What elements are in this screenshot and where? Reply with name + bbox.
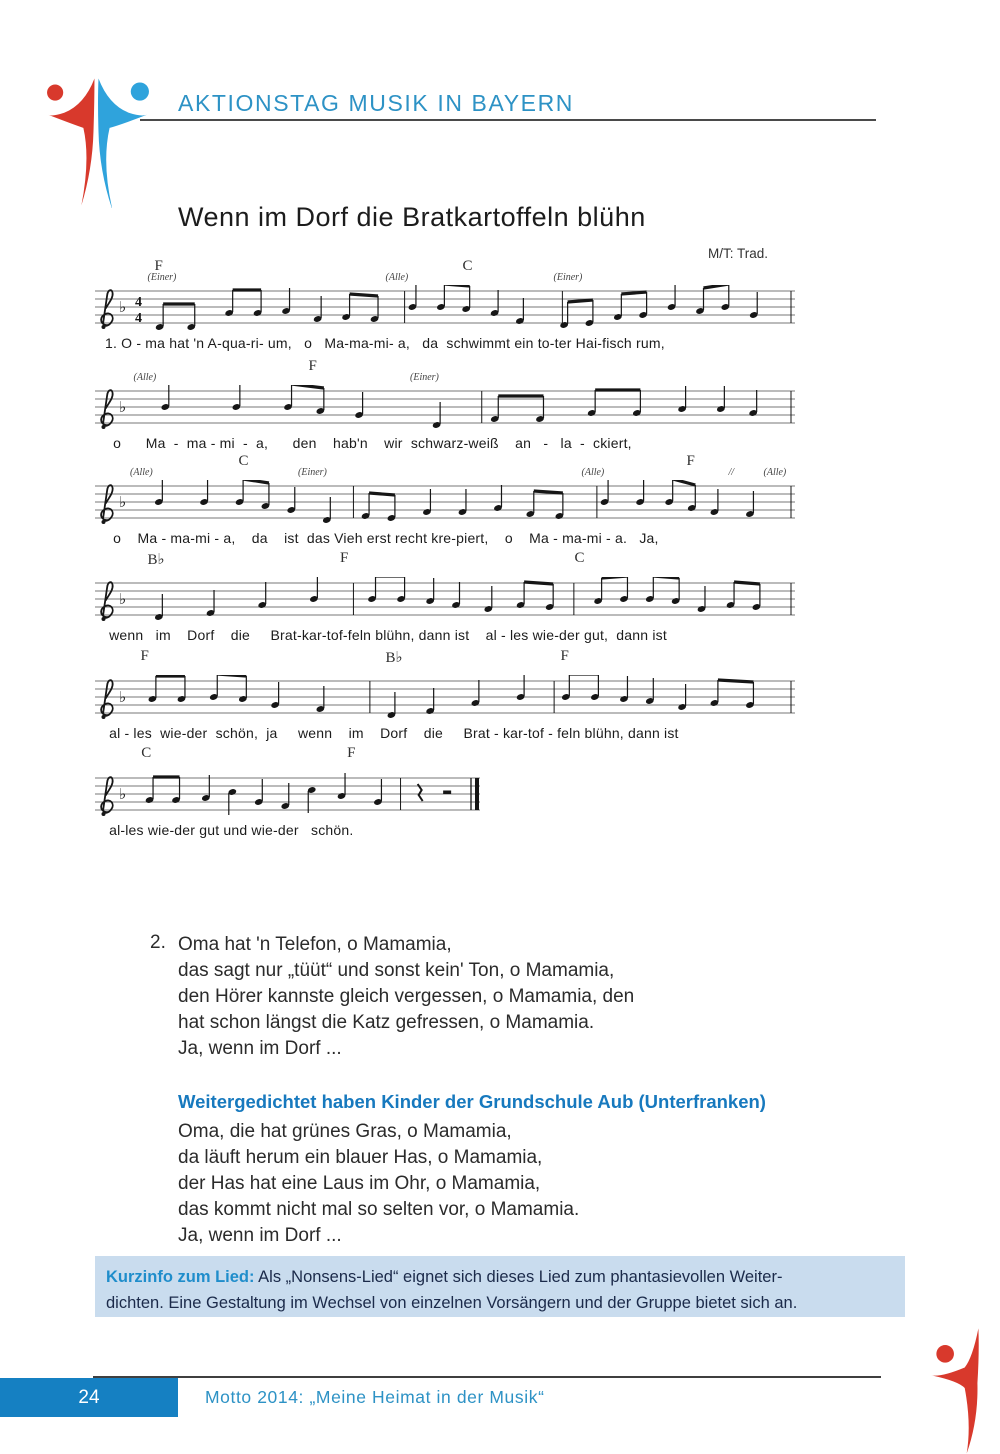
- kurzinfo-text: Als „Nonsens-Lied“ eignet sich dieses Lied zum phantasievollen Weiter-: [254, 1268, 783, 1286]
- extension-line: der Has hat eine Laus im Ohr, o Mamamia,: [178, 1173, 541, 1194]
- extension-line: da läuft herum ein blauer Has, o Mamamia,: [178, 1147, 543, 1168]
- kurzinfo-line2: dichten. Eine Gestaltung im Wechsel von einzelnen Vorsängern und der Gruppe bietet sich an.: [106, 1294, 798, 1312]
- staff-system-1: [95, 258, 795, 354]
- verse2-number: 2.: [150, 932, 166, 953]
- performance-mark: (Einer): [298, 467, 327, 478]
- song-credit: M/T: Trad.: [708, 246, 769, 261]
- staff-system-4: [95, 550, 795, 646]
- staff-system-5: [95, 648, 795, 744]
- chord-label: B♭: [147, 552, 165, 568]
- chord-label: C: [238, 453, 249, 469]
- performance-mark: //: [728, 467, 735, 478]
- staff-system-3: [95, 453, 795, 549]
- header-title: AKTIONSTAG MUSIK IN BAYERN: [178, 90, 575, 116]
- verse2-line: hat schon längst die Katz gefressen, o Mamamia.: [178, 1012, 595, 1033]
- svg-text:4: 4: [135, 295, 142, 310]
- extension-line: Ja, wenn im Dorf ...: [178, 1225, 342, 1246]
- performance-mark: (Alle): [133, 372, 157, 383]
- music-score: [95, 248, 795, 848]
- extension-line: das kommt nicht mal so selten vor, o Mamamia.: [178, 1199, 580, 1220]
- performance-mark: (Alle): [763, 467, 787, 478]
- staff-notation: [95, 675, 795, 725]
- verse2-line: den Hörer kannste gleich vergessen, o Mamamia, den: [178, 986, 635, 1007]
- svg-text:♭: ♭: [119, 298, 127, 316]
- verse2-line: Oma hat 'n Telefon, o Mamamia,: [178, 934, 452, 955]
- song-title: Wenn im Dorf die Bratkartoffeln blühn: [178, 202, 646, 232]
- performance-mark: (Einer): [410, 372, 439, 383]
- footer-motto: Motto 2014: „Meine Heimat in der Musik“: [205, 1387, 545, 1407]
- staff-notation: [95, 285, 795, 335]
- lyrics-line: o Ma - ma-mi - a, da ist das Vieh erst recht kre-piert, o Ma - ma-mi - a. Ja,: [105, 530, 659, 546]
- verse2-text: [178, 932, 634, 1062]
- chord-label: C: [462, 258, 473, 274]
- staff-system-6: [95, 745, 480, 841]
- extension-line: Oma, die hat grünes Gras, o Mamamia,: [178, 1121, 512, 1142]
- aktionstag-logo: [40, 76, 156, 208]
- lyrics-line: 1. O - ma hat 'n A-qua-ri- um, o Ma-ma-mi- a, da schwimmt ein to-ter Hai-fisch rum,: [105, 335, 665, 351]
- staff-system-2: [95, 358, 795, 454]
- lyrics-line: al - les wie-der schön, ja wenn im Dorf die Brat - kar-tof - feln blühn, dann ist: [105, 725, 679, 741]
- page-number-badge: 24: [0, 1378, 178, 1417]
- svg-text:♭: ♭: [119, 688, 127, 706]
- chord-label: F: [560, 648, 569, 664]
- staff-notation: [95, 772, 480, 822]
- kurzinfo-line1: [106, 1264, 905, 1290]
- footer-rule: [93, 1376, 881, 1378]
- svg-text:♭: ♭: [119, 785, 127, 803]
- lyrics-line: o Ma - ma - mi - a, den hab'n wir schwarz-weiß an - la - ckiert,: [105, 435, 632, 451]
- chord-label: F: [340, 550, 349, 566]
- performance-mark: (Alle): [130, 467, 153, 478]
- chord-label: F: [347, 745, 356, 761]
- svg-text:♭: ♭: [119, 493, 127, 511]
- chord-label: F: [308, 358, 317, 374]
- lyrics-line: al-les wie-der gut und wie-der schön.: [105, 822, 354, 838]
- performance-mark: (Einer): [553, 272, 583, 283]
- svg-text:♭: ♭: [119, 590, 127, 608]
- staff-notation: [95, 480, 795, 530]
- svg-text:♭: ♭: [119, 398, 127, 416]
- footer-logo: [908, 1326, 996, 1454]
- chord-label: F: [686, 453, 695, 469]
- staff-notation: [95, 385, 795, 435]
- chord-label: F: [154, 258, 163, 274]
- staff-notation: [95, 577, 795, 627]
- performance-mark: (Einer): [147, 272, 177, 283]
- chord-label: C: [574, 550, 585, 566]
- extension-heading: Weitergedichtet haben Kinder der Grundschule Aub (Unterfranken): [178, 1091, 766, 1112]
- extension-verse: [178, 1089, 766, 1249]
- kurzinfo-box: [95, 1256, 905, 1317]
- verse2-line: Ja, wenn im Dorf ...: [178, 1038, 342, 1059]
- svg-text:4: 4: [135, 311, 142, 326]
- performance-mark: (Alle): [581, 467, 605, 478]
- verse2-line: das sagt nur „tüüt“ und sonst kein' Ton, o Mamamia,: [178, 960, 615, 981]
- lyrics-line: wenn im Dorf die Brat-kar-tof-feln blühn, dann ist al - les wie-der gut, dann ist: [105, 627, 667, 643]
- chord-label: F: [140, 648, 149, 664]
- performance-mark: (Alle): [385, 272, 409, 283]
- chord-label: B♭: [385, 650, 403, 666]
- header-rule: [140, 119, 876, 121]
- chord-label: C: [141, 745, 152, 761]
- kurzinfo-label: Kurzinfo zum Lied:: [106, 1268, 255, 1286]
